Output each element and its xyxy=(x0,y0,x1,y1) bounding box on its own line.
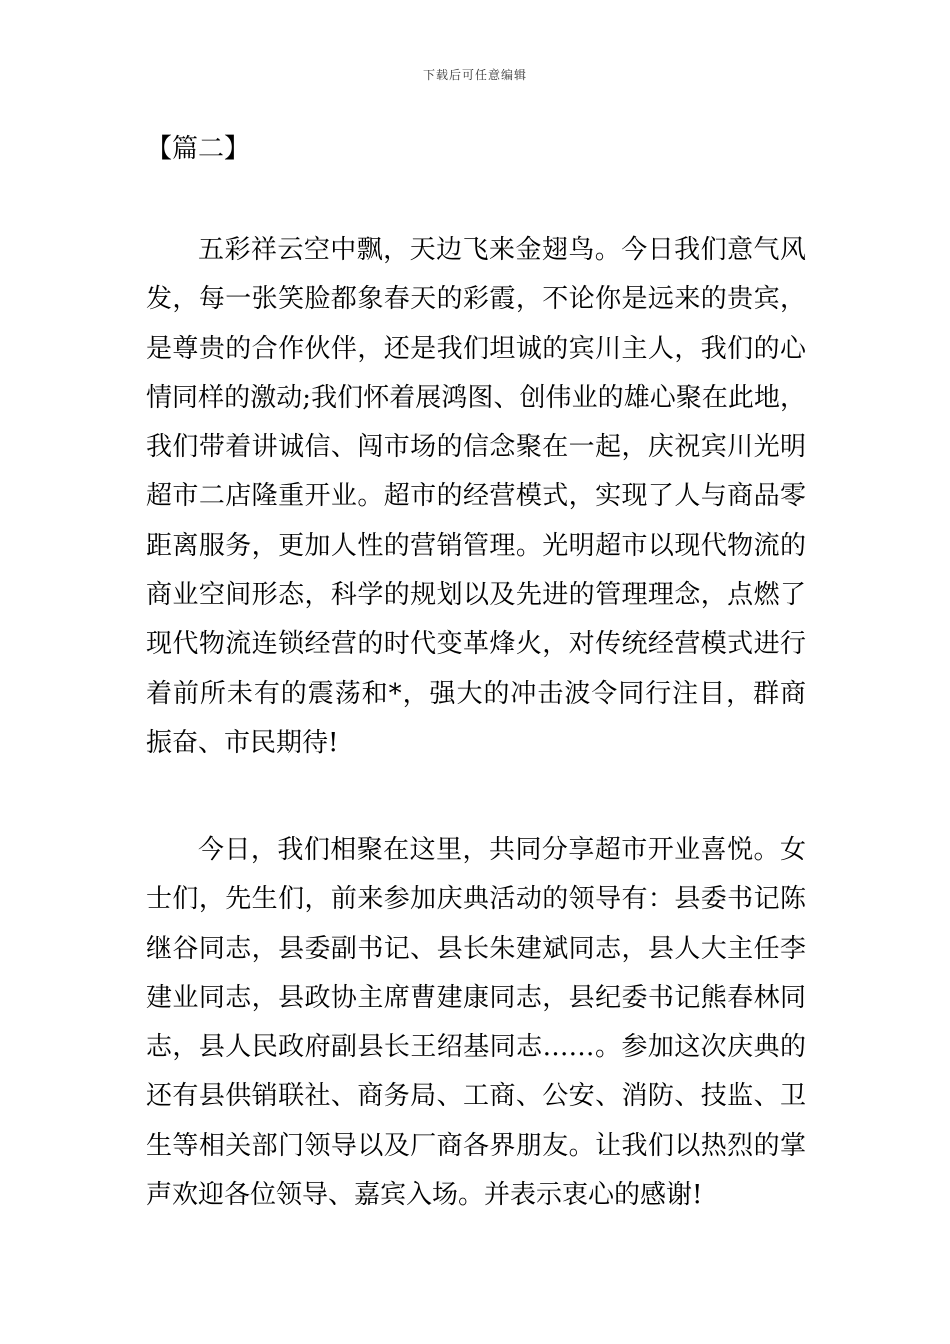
section-title: 【篇二】 xyxy=(146,134,251,164)
body-paragraph-2: 今日，我们相聚在这里，共同分享超市开业喜悦。女士们，先生们，前来参加庆典活动的领导有：县委书记陈继谷同志，县委副书记、县长朱建斌同志，县人大主任李建业同志，县政协主席曹建康同志，县纪委书记熊春林同志，县人民政府副县长王绍基同志……。参加这次庆典的还有县供销联社、商务局、工商、公安、消防、技监、卫生等相关部门领导以及厂商各界朋友。让我们以热烈的掌声欢迎各位领导、嘉宾入场。并表示衷心的感谢! xyxy=(146,835,806,1211)
body-paragraph-1: 五彩祥云空中飘，天边飞来金翅鸟。今日我们意气风发，每一张笑脸都象春天的彩霞，不论你是远来的贵宾，是尊贵的合作伙伴，还是我们坦诚的宾川主人，我们的心情同样的激动;我们怀着展鸿图、创伟业的雄心聚在此地，我们带着讲诚信、闯市场的信念聚在一起，庆祝宾川光明超市二店隆重开业。超市的经营模式，实现了人与商品零距离服务，更加人性的营销管理。光明超市以现代物流的商业空间形态，科学的规划以及先进的管理理念，点燃了现代物流连锁经营的时代变革烽火，对传统经营模式进行着前所未有的震荡和*，强大的冲击波令同行注目，群商振奋、市民期待! xyxy=(146,235,806,758)
page-header-note: 下载后可任意编辑 xyxy=(422,68,527,82)
